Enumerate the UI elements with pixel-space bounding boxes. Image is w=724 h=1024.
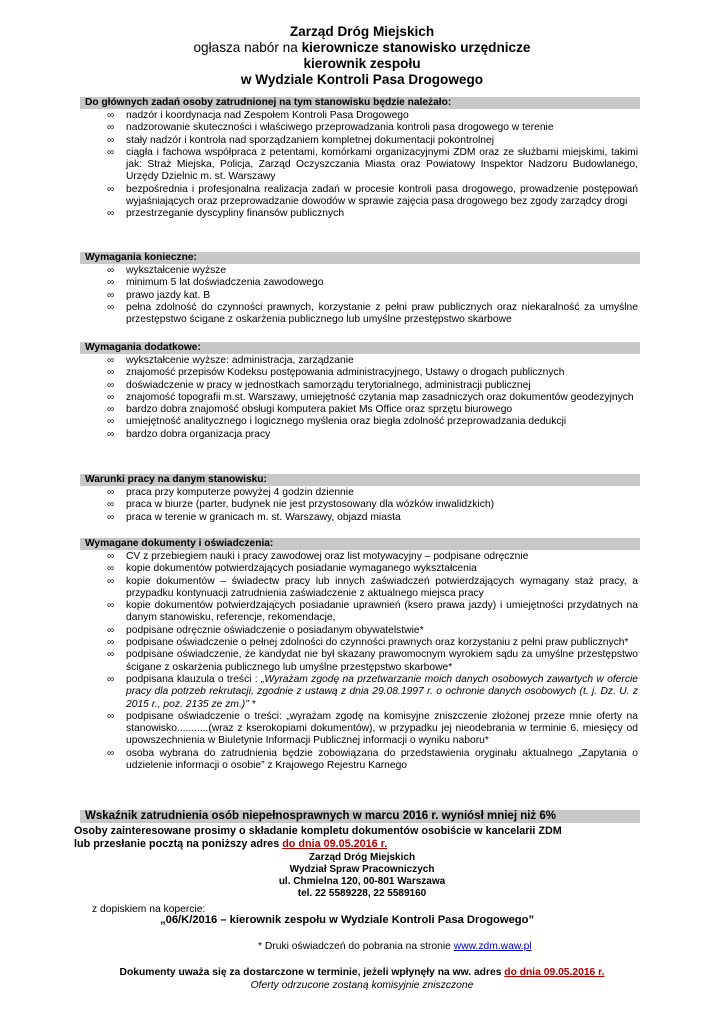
list-item: ∞ osoba wybrana do zatrudnienia będzie zobowiązana do przedstawienia oryginału aktualnego „Zapytania o udzielenie informacji o osobie” z Krajowego Rejestru Karnego <box>107 747 638 772</box>
address-line: Wydział Spraw Pracowniczych <box>289 864 435 875</box>
list-item: ∞ umiejętność analitycznego i logicznego myślenia oraz biegła zdolność przeprowadzania dedukcji <box>107 416 567 428</box>
additional-section <box>80 342 640 441</box>
duties-section <box>80 97 640 221</box>
required-section <box>80 252 640 326</box>
list-item: ∞ prawo jazdy kat. B <box>107 289 211 301</box>
conditions-heading: Warunki pracy na danym stanowisku: <box>80 474 640 486</box>
list-item: ∞ kopie dokumentów – świadectw pracy lub innych zaświadczeń potwierdzających wymagany staż pracy, a przypadku kontynuacji zatrudnienia zaświadczenie z aktualnego miejsca pracy <box>107 575 638 599</box>
announcement-type: kierownicze stanowisko urzędnicze <box>301 40 531 55</box>
documents-list <box>80 551 640 772</box>
bullet-icon: ∞ <box>107 277 115 289</box>
list-item: ∞ nadzór i koordynacja nad Zespołem Kontroli Pasa Drogowego <box>107 110 409 121</box>
documents-section <box>80 538 640 772</box>
address-line: Zarząd Dróg Miejskich <box>308 852 416 863</box>
bullet-icon: ∞ <box>107 289 115 301</box>
download-note: * Druki oświadczeń do pobrania na stronie www.zdm.waw.pl <box>258 941 532 952</box>
bullet-icon: ∞ <box>107 265 115 276</box>
list-item: ∞ minimum 5 lat doświadczenia zawodowego <box>107 277 324 289</box>
list-item: ∞ znajomość topografii m.st. Warszawy, umiejętność czytania map zasadniczych oraz dokumentów geodezyjnych <box>107 391 634 403</box>
deadline-date: do dnia 09.05.2016 r. <box>282 838 388 850</box>
bullet-icon: ∞ <box>107 499 115 511</box>
bullet-icon: ∞ <box>107 511 115 523</box>
bullet-icon: ∞ <box>107 379 115 391</box>
duties-heading: Do głównych zadań osoby zatrudnionej na tym stanowisku będzie należało: <box>80 97 640 109</box>
additional-heading: Wymagania dodatkowe: <box>80 342 640 354</box>
list-item: ∞ praca przy komputerze powyżej 4 godzin dziennie <box>107 487 354 498</box>
list-item: ∞ doświadczenie w pracy w jednostkach samorządu terytorialnego, administracji publicznej <box>107 379 531 391</box>
envelope-note: z dopiskiem na kopercie: <box>92 904 206 915</box>
indicator-section <box>80 810 640 824</box>
list-item: ∞ praca w biurze (parter, budynek nie jest przystosowany dla wózków inwalidzkich) <box>107 499 494 511</box>
conditions-section <box>80 474 640 524</box>
list-item: ∞ nadzorowanie skuteczności i właściwego przeprowadzania kontroli pasa drogowego w terenie <box>107 122 554 134</box>
additional-list <box>80 355 640 441</box>
list-item: ∞ bezpośrednia i profesjonalna realizacja zadań w procesie kontroli pasa drogowego, prowadzenie postępowań wyjaśniających oraz przeprowadzanie dowodów w sprawie zajęcia pasa drogowego bez zgody zarządcy drogi <box>107 183 638 208</box>
announcement-prefix: ogłasza nabór na <box>193 40 302 55</box>
address-line: tel. 22 5589228, 22 5589160 <box>297 888 427 899</box>
bullet-icon: ∞ <box>107 416 115 428</box>
bullet-icon: ∞ <box>107 110 115 121</box>
bullet-icon: ∞ <box>107 208 115 220</box>
final-notice: Dokumenty uważa się za dostarczone w terminie, jeżeli wpłynęły na ww. adres do dnia 09.05.2016 r. <box>119 967 605 978</box>
bullet-icon: ∞ <box>107 301 115 313</box>
bullet-icon: ∞ <box>107 428 115 440</box>
duties-list <box>80 110 640 221</box>
list-item: ∞ podpisane oświadczenie o treści: „wyrażam zgodę na komisyjne zniszczenie złożonej przeze mnie oferty na stanowisko...........(wraz z kserokopiami dokumentów), w przypadku jej nieodebrania w terminie 6. miesięcy od upowszechnienia w Biuletynie Informacji Publicznej informacji o wyniku naboru* <box>107 710 638 747</box>
submit-line-2: lub przesłanie pocztą na poniższy adres do dnia 09.05.2016 r. <box>74 838 388 850</box>
required-list <box>80 265 640 326</box>
list-item: ∞ przestrzeganie dyscypliny finansów publicznych <box>107 208 345 220</box>
required-heading: Wymagania konieczne: <box>80 252 640 264</box>
list-item: ∞ CV z przebiegiem nauki i pracy zawodowej oraz list motywacyjny – podpisane odręcznie <box>107 551 529 562</box>
list-item: ∞ praca w terenie w granicach m. st. Warszawy, objazd miasta <box>107 511 401 523</box>
rejected-offers-note: Oferty odrzucone zostaną komisyjnie zniszczone <box>250 980 474 991</box>
position-title: kierownik zespołu <box>303 56 421 71</box>
list-item: ∞ bardzo dobra organizacja pracy <box>107 428 271 440</box>
postal-address <box>0 852 724 900</box>
bullet-icon: ∞ <box>107 391 115 403</box>
bullet-icon: ∞ <box>107 404 115 416</box>
list-item: ∞ wykształcenie wyższe <box>107 265 227 276</box>
list-item: ∞ kopie dokumentów potwierdzających posiadanie uprawnień (ksero prawa jazdy) i umiejętności przydatnych na danym stanowisku, referencje, rekomendacje, <box>107 600 638 624</box>
website-link[interactable]: www.zdm.waw.pl <box>453 941 532 952</box>
bullet-icon: ∞ <box>107 355 115 366</box>
employment-indicator: Wskaźnik zatrudnienia osób niepełnosprawnych w marcu 2016 r. wyniósł mniej niż 6% <box>80 810 640 823</box>
list-item: ∞ bardzo dobra znajomość obsługi komputera pakiet Ms Office oraz sprzętu biurowego <box>107 404 513 416</box>
clause-item: ∞ podpisana klauzula o treści : „Wyrażam zgodę na przetwarzanie moich danych osobowych zawartych w ofercie pracy dla potrzeb rekrutacji, zgodnie z ustawą z dnia 29.08.1997 r. o ochronie danych osobowych (t. j. Dz. U. z 2015 r., poz. 2135 ze zm.)” * <box>107 673 639 710</box>
list-item: ∞ stały nadzór i kontrola nad sporządzaniem kompletnej dokumentacji pokontrolnej <box>107 134 495 146</box>
list-item: ∞ podpisane oświadczenie o pełnej zdolności do czynności prawnych oraz korzystaniu z pełni praw publicznych* <box>107 637 629 649</box>
bullet-icon: ∞ <box>107 134 115 146</box>
list-item: ∞ wykształcenie wyższe: administracja, zarządzanie <box>107 355 354 366</box>
bullet-icon: ∞ <box>107 487 115 498</box>
list-item: ∞ ciągła i fachowa współpraca z petentami, komórkami organizacyjnymi ZDM oraz ze służbami miejskimi, takimi jak: Straż Miejska, Policja, Zarząd Oczyszczania Miasta oraz Powiatowy Inspektor Nadzoru Budowlanego, Urzędy Dzielnic m. st. Warszawy <box>107 146 638 183</box>
bullet-icon: ∞ <box>107 367 115 379</box>
list-item: ∞ kopie dokumentów potwierdzających posiadanie wymaganego wykształcenia <box>107 563 477 575</box>
header <box>0 24 724 88</box>
submit-line-1: Osoby zainteresowane prosimy o składanie kompletu dokumentów osobiście w kancelarii ZDM <box>74 825 562 837</box>
bullet-icon: ∞ <box>107 146 115 158</box>
conditions-list <box>80 487 640 524</box>
list-item: ∞ znajomość przepisów Kodeksu postępowania administracyjnego, Ustawy o drogach publicznych <box>107 367 565 379</box>
org-title: Zarząd Dróg Miejskich <box>289 24 435 39</box>
department-title: w Wydziale Kontroli Pasa Drogowego <box>240 72 484 87</box>
announcement-line <box>0 40 724 56</box>
list-item: ∞ podpisane odręcznie oświadczenie o posiadanym obywatelstwie* <box>107 624 424 636</box>
documents-heading: Wymagane dokumenty i oświadczenia: <box>80 538 640 550</box>
bullet-icon: ∞ <box>107 183 115 195</box>
submit-instructions <box>74 825 654 851</box>
address-line: ul. Chmielna 120, 00-801 Warszawa <box>278 876 446 887</box>
final-deadline-date: do dnia 09.05.2016 r. <box>504 967 605 978</box>
bullet-icon: ∞ <box>107 122 115 134</box>
clause-text: „Wyrażam zgodę na przetwarzanie moich danych osobowych zawartych w ofercie pracy dla potrzeb rekrutacji, zgodnie z ustawą z dnia 29.08.1997 r. o ochronie danych osobowych (t. j. Dz. U. z 2015 r., poz. 2135 ze zm.)” * <box>126 673 639 710</box>
envelope-code: „06/K/2016 – kierownik zespołu w Wydziale Kontroli Pasa Drogowego” <box>160 914 535 926</box>
list-item: ∞ podpisane oświadczenie, że kandydat nie był skazany prawomocnym wyrokiem sądu za umyślne przestępstwo ścigane z oskarżenia publicznego lub umyślne przestępstwo skarbowe* <box>107 649 638 673</box>
list-item: ∞ pełna zdolność do czynności prawnych, korzystanie z pełni praw publicznych oraz niekaralność za umyślne przestępstwo ścigane z oskarżenia publicznego lub umyślne przestępstwo skarbowe <box>107 301 638 326</box>
